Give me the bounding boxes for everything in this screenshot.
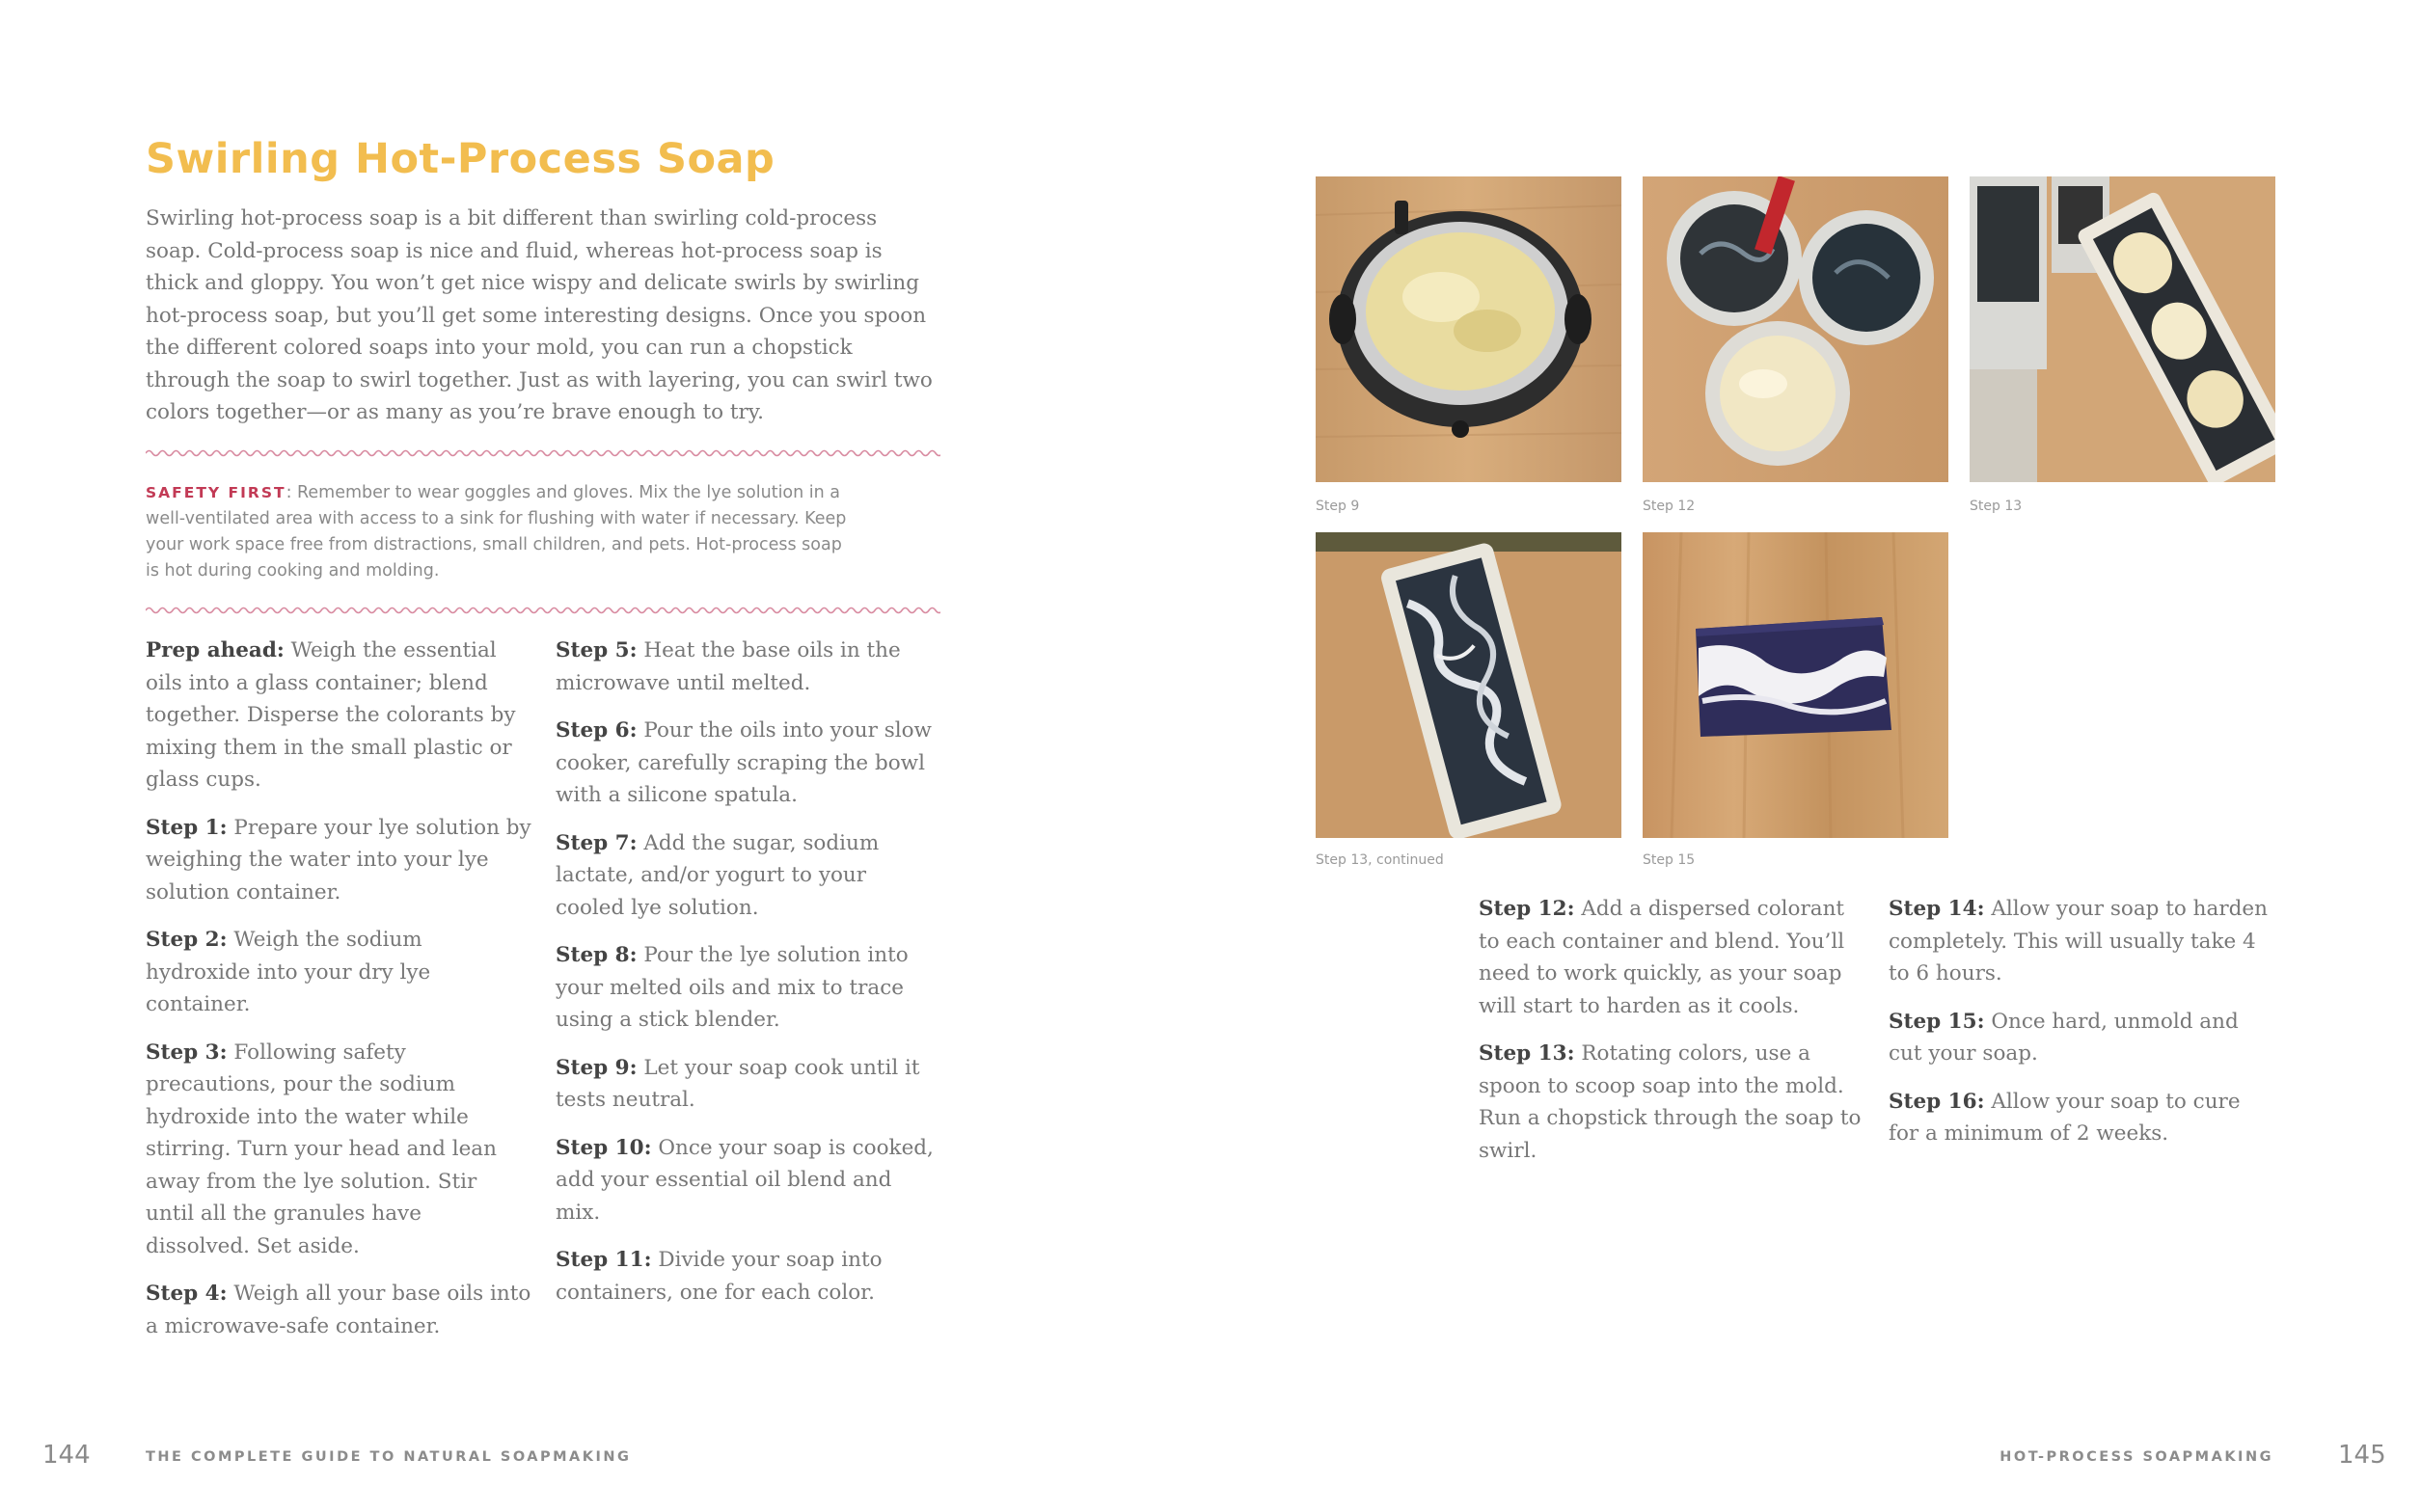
caption-step-12: Step 12	[1643, 499, 1696, 514]
steps-column-4	[1889, 893, 2274, 1166]
caption-step-13: Step 13	[1970, 499, 2023, 514]
step-15: Step 15: Once hard, unmold and cut your soap.	[1889, 1009, 2239, 1066]
step-16: Step 16: Allow your soap to cure for a minimum of 2 weeks.	[1889, 1089, 2241, 1146]
step-6: Step 6: Pour the oils into your slow cooker, carefully scraping the bowl with a silicone spatula.	[556, 718, 932, 807]
step-5: Step 5: Heat the base oils in the microwave until melted.	[556, 638, 901, 695]
photo-step-13-continued-swirled-mold	[1316, 532, 1621, 838]
caption-step-15: Step 15	[1643, 852, 1696, 868]
step-9: Step 9: Let your soap cook until it tests neutral.	[556, 1055, 920, 1112]
caption-step-9: Step 9	[1316, 499, 1360, 514]
photo-step-9-slow-cooker	[1316, 176, 1621, 482]
step-8: Step 8: Pour the lye solution into your melted oils and mix to trace using a stick blender.	[556, 943, 909, 1032]
caption-step-13-continued: Step 13, continued	[1316, 852, 1444, 868]
step-7: Step 7: Add the sugar, sodium lactate, and/or yogurt to your cooled lye solution.	[556, 830, 880, 920]
photo-step-15-finished-soap	[1643, 532, 1948, 838]
steps-column-3	[1479, 893, 1864, 1182]
safety-note	[146, 480, 859, 584]
steps-column-2	[556, 634, 941, 1324]
intro-paragraph: Swirling hot-process soap is a bit different than swirling cold-process soap. Cold-process soap is nice and fluid, whereas hot-process soap is thick and gloppy. You won’t get nice wispy and delicate swirls by swirling hot-process soap, but you’ll get some interesting designs. Once you spoon the different colored soaps into your mold, you can run a chopstick through the soap to swirl together. Just as with layering, you can swirl two colors together—or as many as you’re brave enough to try.	[146, 206, 933, 424]
safety-label: SAFETY FIRST	[146, 484, 286, 501]
safety-text: : Remember to wear goggles and gloves. Mix the lye solution in a well-ventilated area with access to a sink for flushing with water if necessary. Keep your work space free from distractions, small children, and pets. Hot-process soap is hot during cooking and molding.	[146, 483, 847, 580]
steps-column-1	[146, 634, 531, 1358]
step-13: Step 13: Rotating colors, use a spoon to scoop soap into the mold. Run a chopstick through the soap to swirl.	[1479, 1041, 1862, 1163]
step-3: Step 3: Following safety precautions, pour the sodium hydroxide into the water while stirring. Turn your head and lean away from the lye solution. Stir until all the granules have dissolved. Set aside.	[146, 1040, 497, 1258]
left-page-number: 144	[42, 1441, 91, 1470]
left-running-head: THE COMPLETE GUIDE TO NATURAL SOAPMAKING	[146, 1449, 632, 1465]
step-1: Step 1: Prepare your lye solution by weighing the water into your lye solution container.	[146, 815, 531, 904]
photo-step-13-mold	[1970, 176, 2275, 482]
step-14: Step 14: Allow your soap to harden completely. This will usually take 4 to 6 hours.	[1889, 897, 2268, 986]
step-10: Step 10: Once your soap is cooked, add your essential oil blend and mix.	[556, 1135, 934, 1225]
wavy-divider-bottom	[146, 604, 940, 617]
right-running-head: HOT-PROCESS SOAPMAKING	[1999, 1449, 2273, 1465]
step-4: Step 4: Weigh all your base oils into a microwave-safe container.	[146, 1282, 531, 1338]
step-12: Step 12: Add a dispersed colorant to each container and blend. You’ll need to work quickly, as your soap will start to harden as it cools.	[1479, 897, 1845, 1018]
right-page-number: 145	[2338, 1441, 2386, 1470]
section-title: Swirling Hot-Process Soap	[146, 135, 775, 183]
step-2: Step 2: Weigh the sodium hydroxide into your dry lye container.	[146, 928, 431, 1016]
photo-step-12-colored-cups	[1643, 176, 1948, 482]
wavy-divider-top	[146, 446, 940, 460]
step-prep: Prep ahead: Weigh the essential oils into a glass container; blend together. Disperse the colorants by mixing them in the small plastic or glass cups.	[146, 638, 516, 792]
step-11: Step 11: Divide your soap into containers, one for each color.	[556, 1248, 883, 1305]
